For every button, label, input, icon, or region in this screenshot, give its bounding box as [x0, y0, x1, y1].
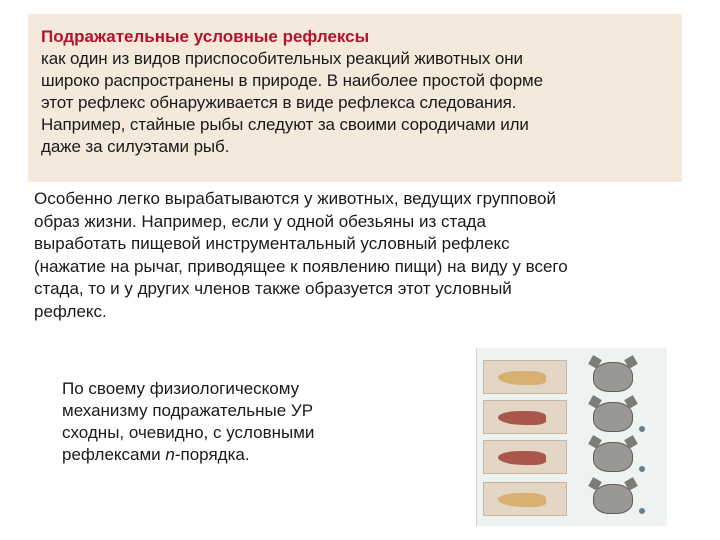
stimulus-panel: [483, 440, 567, 474]
dog-head-icon: [593, 442, 633, 472]
stimulus-panel: [483, 360, 567, 394]
text-line: этот рефлекс обнаруживается в виде рефлекса следования.: [41, 93, 517, 112]
saliva-drop-icon: [639, 426, 645, 432]
n-italic: n: [165, 445, 175, 464]
stimulus-panel: [483, 400, 567, 434]
food-icon: [498, 493, 546, 507]
text-line: образ жизни. Например, если у одной обезьяны из стада: [34, 211, 486, 231]
text-line: Например, стайные рыбы следуют за своими сородичами или: [41, 115, 529, 134]
mechanism-paragraph: [62, 378, 362, 466]
meat-icon: [498, 451, 546, 465]
figure-row-2: [483, 400, 659, 434]
stimulus-panel: [483, 482, 567, 516]
group-life-paragraph: [34, 188, 684, 323]
text-line: рефлекс.: [34, 301, 107, 321]
saliva-drop-icon: [639, 508, 645, 514]
text-line: стада, то и у других членов также образуется этот условный: [34, 279, 512, 298]
text-line: механизму подражательные УР: [62, 401, 314, 420]
definition-box: [28, 14, 682, 182]
text-line: Особенно легко вырабатываются у животных, ведущих групповой: [34, 189, 557, 208]
text-line: выработать пищевой инструментальный условный рефлекс: [34, 234, 510, 253]
dog-head-icon: [593, 402, 633, 432]
text-fragment: -порядка.: [174, 445, 250, 464]
dog-head-icon: [593, 484, 633, 514]
figure-row-4: [483, 482, 659, 516]
text-line: сходны, очевидно, с условными: [62, 423, 315, 442]
text-line: даже за силуэтами рыб.: [41, 137, 230, 156]
slide-title: Подражательные условные рефлексы: [41, 27, 370, 46]
text-line: По своему физиологическому: [62, 379, 300, 398]
text-line: широко распространены в природе. В наиболее простой форме: [41, 71, 544, 90]
meat-icon: [498, 411, 546, 425]
saliva-drop-icon: [639, 466, 645, 472]
text-line: как один из видов приспособительных реакций животных они: [41, 49, 523, 68]
figure-row-3: [483, 440, 659, 474]
definition-paragraph: [41, 48, 682, 158]
figure-row-1: [483, 360, 659, 394]
conditioning-dog-illustration: [476, 348, 667, 526]
text-fragment: рефлексами: [62, 445, 166, 464]
dog-head-icon: [593, 362, 633, 392]
text-line: [62, 444, 362, 466]
food-icon: [498, 371, 546, 385]
text-line: (нажатие на рычаг, приводящее к появлению пищи) на виду у всего: [34, 256, 568, 276]
